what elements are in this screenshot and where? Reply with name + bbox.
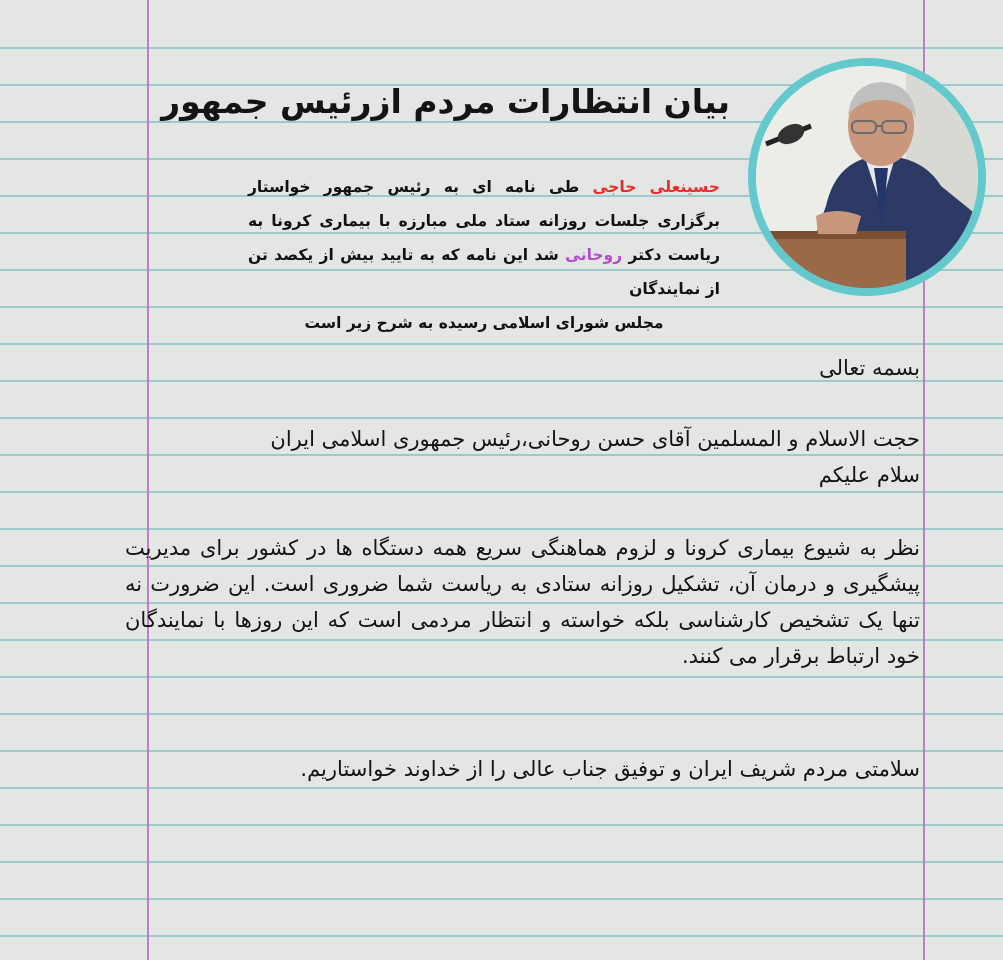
- intro-text-b: شد این نامه که به تایید بیش از یکصد تن از نمایندگان: [248, 246, 720, 298]
- highlight-name-rouhani: روحانی: [565, 246, 623, 264]
- speaker-photo: [748, 58, 986, 296]
- letter-body: نظر به شیوع بیماری کرونا و لزوم هماهنگی سریع همه دستگاه ها در کشور برای مدیریت پیشگیری و درمان آن، تشکیل روزانه ستادی به ریاست شما ضروری است. این ضرورت نه تنها یک تشخیص کارشناسی بلکه خواسته و انتظار مردمی است که این روزها با نمایندگان خود ارتباط برقرار می کنند.: [125, 536, 920, 668]
- letter-addressee: حجت الاسلام و المسلمین آقای حسن روحانی،رئیس جمهوری اسلامی ایران: [270, 427, 920, 451]
- highlight-name-hajji: حسینعلی حاجی: [592, 178, 720, 196]
- letter-salutation: بسمه تعالی: [819, 356, 920, 380]
- speaker-photo-image: [756, 66, 978, 288]
- intro-text-a: طی نامه ای به رئیس جمهور خواستار برگزاری جلسات روزانه ستاد ملی مبارزه با بیماری کرونا به ریاست دکتر: [248, 178, 721, 264]
- intro-body: [248, 170, 720, 306]
- page-title: بیان انتظارات مردم ازرئیس جمهور: [161, 82, 730, 121]
- intro-paragraph: [248, 170, 720, 340]
- letter-closing: سلامتی مردم شریف ایران و توفیق جناب عالی را از خداوند خواستاریم.: [300, 757, 920, 781]
- speaker-illustration: [756, 66, 978, 288]
- intro-last-line: مجلس شورای اسلامی رسیده به شرح زیر است: [304, 314, 664, 332]
- letter-greeting: سلام علیکم: [818, 463, 920, 487]
